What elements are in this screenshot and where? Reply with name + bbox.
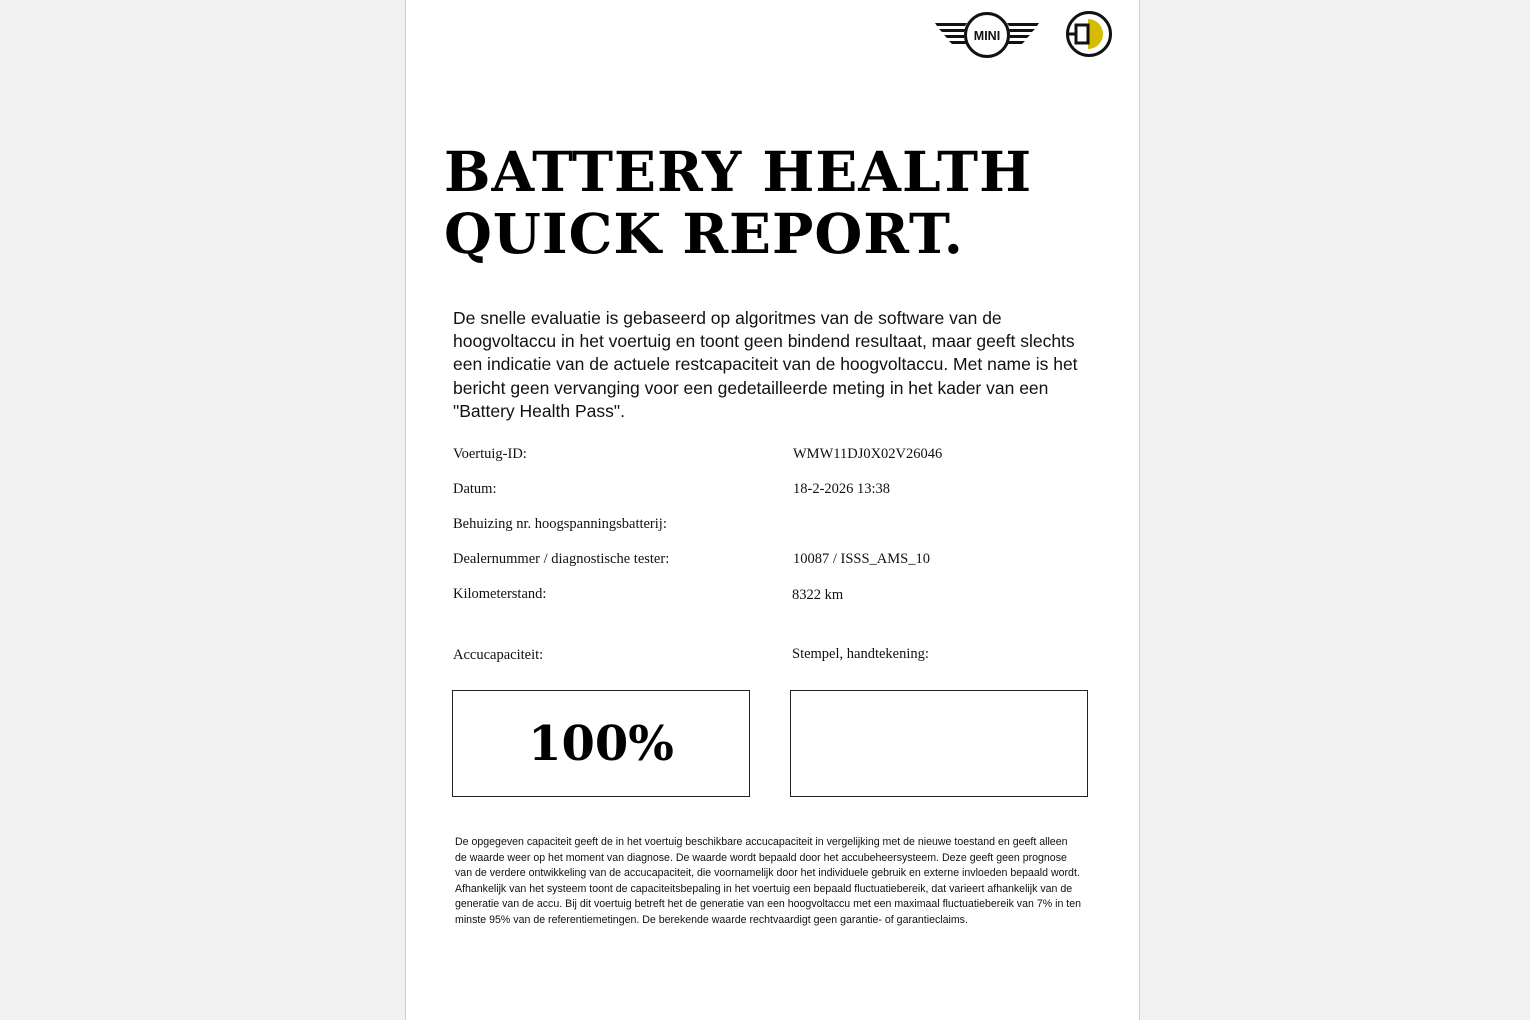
report-page: [405, 0, 1140, 1020]
dealer-number-value: 10087 / ISSS_AMS_10: [793, 551, 930, 567]
capacity-label: Accucapaciteit:: [453, 647, 544, 663]
capacity-disclaimer: De opgegeven capaciteit geeft de in het voertuig beschikbare accucapaciteit in vergelijking met de nieuwe toestand en geeft alleen de waarde weer op het moment van diagnose. De waarde wordt bepaald door het accubeheersysteem. Deze geeft geen prognose van de verdere ontwikkeling van de accucapaciteit, die voornamelijk door het individuele gebruik en externe invloeden bepaald wordt. Afhankelijk van het systeem toont de capaciteitsbepaling in het voertuig een bepaald fluctuatiebereik, dat varieert afhankelijk van de generatie van de accu. Bij dit voertuig betreft het de generatie van een hoogvoltaccu met een maximaal fluctuatiebereik van 7% in ten minste 95% van de referentiemetingen. De berekende waarde rechtvaardigt geen garantie- of garantieclaims.: [455, 836, 1082, 926]
intro-paragraph: De snelle evaluatie is gebaseerd op algoritmes van de software van de hoogvoltaccu in het voertuig en toont geen bindend resultaat, maar geeft slechts een indicatie van de actuele restcapaciteit van de hoogvoltaccu. Met name is het bericht geen vervanging voor een gedetailleerde meting in het kader van een "Battery Health Pass".: [453, 308, 1078, 421]
mileage-label: Kilometerstand:: [453, 586, 547, 602]
stamp-label: Stempel, handtekening:: [792, 646, 929, 662]
capacity-value: 100%: [528, 716, 674, 772]
dealer-number-label: Dealernummer / diagnostische tester:: [453, 551, 670, 567]
title-line-1: BATTERY HEALTH: [444, 139, 1033, 204]
mini-logo-text: MINI: [973, 29, 1001, 43]
vehicle-id-value: WMW11DJ0X02V26046: [793, 446, 943, 462]
mileage-value: 8322 km: [792, 587, 844, 603]
date-value: 18-2-2026 13:38: [793, 481, 891, 497]
stamp-signature-box: [790, 690, 1088, 797]
mini-wings-logo-icon: [935, 10, 1039, 60]
vehicle-id-label: Voertuig-ID:: [453, 446, 527, 462]
report-title: [444, 141, 1032, 265]
capacity-box: [452, 690, 750, 797]
electric-plug-logo-icon: [1066, 11, 1112, 57]
title-line-2: QUICK REPORT.: [444, 201, 964, 266]
date-label: Datum:: [453, 481, 497, 497]
battery-housing-label: Behuizing nr. hoogspanningsbatterij:: [453, 516, 667, 532]
